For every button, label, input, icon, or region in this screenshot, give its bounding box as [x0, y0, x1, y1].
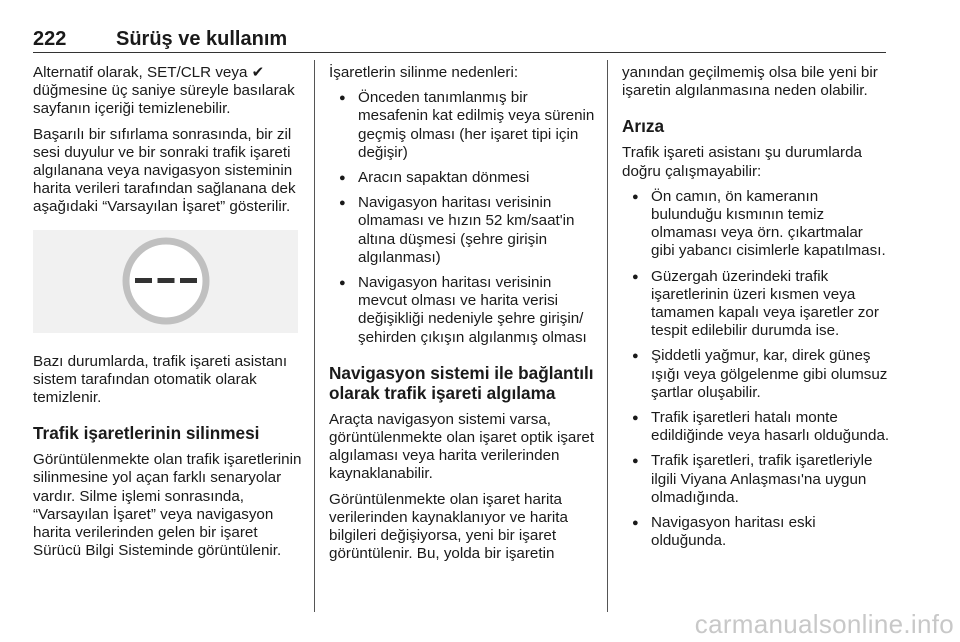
- page-header: [33, 26, 886, 53]
- paragraph-reset-alternative: Alternatif olarak, SET/CLR veya ✔ düğmesine üç saniye süreyle basılarak sayfanın içeriği temizlenebilir.: [33, 64, 295, 118]
- list-item: ● Trafik işaretleri hatalı monte edildiğinde veya hasarlı olduğunda.: [622, 409, 890, 445]
- list-item: ● Navigasyon haritası verisinin olmaması ve hızın 52 km/saat'in altına düşmesi (şehre girişin algılanması): [329, 194, 599, 267]
- list-item: ● Navigasyon haritası eski olduğunda.: [622, 514, 890, 550]
- list-item: ● Aracın sapaktan dönmesi: [329, 169, 599, 187]
- paragraph-map-data-change: Görüntülenmekte olan işaret harita verilerinden kaynaklanıyor ve harita bilgileri değişiyorsa, yeni bir işaret görüntülenir. Bu, yolda bir işaretin: [329, 490, 568, 563]
- paragraph-default-sign: Başarılı bir sıfırlama sonrasında, bir zil sesi duyulur ve bir sonraki trafik işareti algılanana veya navigasyon sisteminin harita verileri tarafından sağlanana dek aşağıdaki “Varsayılan İşaret” gösterilir.: [33, 125, 296, 216]
- default-sign-icon: [120, 235, 212, 327]
- column-left: [33, 64, 303, 567]
- list-item: ● Şiddetli yağmur, kar, direk güneş ışığı veya gölgelenme gibi olumsuz şartlar oluşabilir.: [622, 347, 890, 402]
- column-divider-right: [607, 60, 608, 612]
- heading-navigation-sign-detection: Navigasyon sistemi ile bağlantılı olarak trafik işareti algılama: [329, 362, 594, 403]
- column-middle: [329, 64, 599, 570]
- watermark: carmanualsonline.info: [694, 609, 954, 639]
- list-item: ● Ön camın, ön kameranın bulunduğu kısmının temiz olmaması veya örn. çıkartmalar gibi yabancı cisimlerle kapatılması.: [622, 188, 890, 261]
- paragraph-deletion-reasons: İşaretlerin silinme nedenleri:: [329, 64, 519, 81]
- malfunction-list: [622, 188, 890, 551]
- paragraph-continued: yanından geçilmemiş olsa bile yeni bir işaretin algılanmasına neden olabilir.: [622, 64, 878, 100]
- page-number: 222: [33, 28, 67, 50]
- paragraph-navigation-source: Araçta navigasyon sistemi varsa, görüntülenmekte olan işaret optik işaret algılaması veya harita verilerinden kaynaklanabilir.: [329, 410, 595, 483]
- list-item: ● Güzergah üzerindeki trafik işaretlerinin üzeri kısmen veya tamamen kapalı veya işaretler zor tespit edilebilir durumda ise.: [622, 268, 890, 341]
- paragraph-deletion-scenarios: Görüntülenmekte olan trafik işaretlerinin silinmesine yol açan farklı senaryolar vardır. Silme işlemi sonrasında, “Varsayılan İşaret” veya navigasyon harita verilerinden gelen bir işaret Sürücü Bilgi Sisteminde görüntülenir.: [33, 451, 302, 560]
- chapter-title: Sürüş ve kullanım: [116, 28, 288, 50]
- list-item: ● Önceden tanımlanmış bir mesafenin kat edilmiş veya sürenin geçmiş olması (her işaret tipi için değişir): [329, 89, 599, 162]
- deletion-reasons-list: [329, 89, 599, 347]
- paragraph-malfunction-intro: Trafik işareti asistanı şu durumlarda doğru çalışmayabilir:: [622, 144, 862, 180]
- column-right: [622, 64, 890, 557]
- list-item: ● Trafik işaretleri, trafik işaretleriyle ilgili Viyana Anlaşması'na uygun olmadığında.: [622, 452, 890, 507]
- paragraph-auto-clear: Bazı durumlarda, trafik işareti asistanı sistem tarafından otomatik olarak temizlenir.: [33, 352, 288, 407]
- heading-malfunction: Arıza: [622, 116, 665, 137]
- heading-deleting-signs: Trafik işaretlerinin silinmesi: [33, 423, 260, 444]
- list-item: ● Navigasyon haritası verisinin mevcut olması ve harita verisi değişikliği nedeniyle şehre girişin/şehirden çıkışın algılanmış olması: [329, 274, 599, 347]
- default-sign-figure: [33, 230, 298, 333]
- column-divider-left: [314, 60, 315, 612]
